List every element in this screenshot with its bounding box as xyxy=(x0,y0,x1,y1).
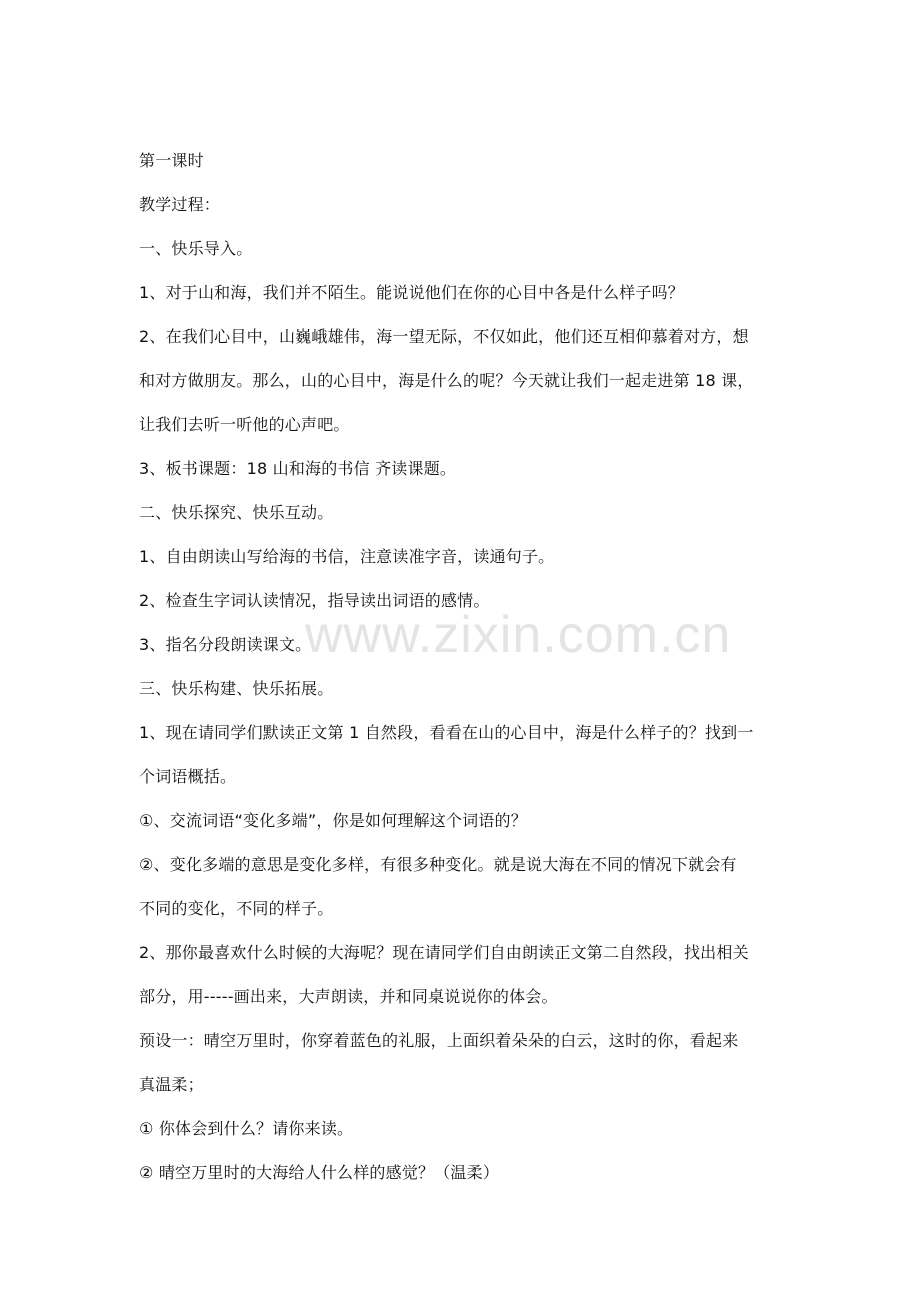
paragraph-line: 部分，用-----画出来，大声朗读，并和同桌说说你的体会。 xyxy=(139,987,558,1006)
section-heading: 二、快乐探究、快乐互动。 xyxy=(139,503,334,522)
paragraph-line: 预设一：晴空万里时，你穿着蓝色的礼服，上面织着朵朵的白云，这时的你，看起来 xyxy=(139,1031,739,1050)
paragraph-line: 不同的变化，不同的样子。 xyxy=(139,899,334,918)
paragraph-line: 3、指名分段朗读课文。 xyxy=(139,635,312,654)
paragraph-line: 2、在我们心目中，山巍峨雄伟，海一望无际，不仅如此，他们还互相仰慕着对方，想 xyxy=(139,327,749,346)
lesson-title: 第一课时 xyxy=(139,151,204,170)
section-heading: 教学过程： xyxy=(139,195,221,214)
section-heading: 三、快乐构建、快乐拓展。 xyxy=(139,679,334,698)
paragraph-line: 3、板书课题：18 山和海的书信 齐读课题。 xyxy=(139,459,457,478)
paragraph-line: 1、对于山和海，我们并不陌生。能说说他们在你的心目中各是什么样子吗？ xyxy=(139,283,684,302)
paragraph-line: 2、那你最喜欢什么时候的大海呢？现在请同学们自由朗读正文第二自然段，找出相关 xyxy=(139,943,749,962)
paragraph-line: ①、交流词语“变化多端”，你是如何理解这个词语的？ xyxy=(139,811,527,830)
paragraph-line: ② 晴空万里时的大海给人什么样的感觉？（温柔） xyxy=(139,1163,500,1182)
paragraph-line: 2、检查生字词认读情况，指导读出词语的感情。 xyxy=(139,591,490,610)
paragraph-line: 个词语概括。 xyxy=(139,767,237,786)
paragraph-line: 让我们去听一听他的心声吧。 xyxy=(139,415,350,434)
paragraph-line: 真温柔； xyxy=(139,1075,204,1094)
watermark: www.zixin.com.cn xyxy=(305,606,732,664)
paragraph-line: 1、自由朗读山写给海的书信，注意读准字音，读通句子。 xyxy=(139,547,555,566)
section-heading: 一、快乐导入。 xyxy=(139,239,253,258)
paragraph-line: 1、现在请同学们默读正文第 1 自然段，看看在山的心目中，海是什么样子的？找到一 xyxy=(139,723,754,742)
paragraph-line: ① 你体会到什么？请你来读。 xyxy=(139,1119,354,1138)
paragraph-line: 和对方做朋友。那么，山的心目中，海是什么的呢？今天就让我们一起走进第 18 课， xyxy=(139,371,754,390)
paragraph-line: ②、变化多端的意思是变化多样，有很多种变化。就是说大海在不同的情况下就会有 xyxy=(139,855,737,874)
